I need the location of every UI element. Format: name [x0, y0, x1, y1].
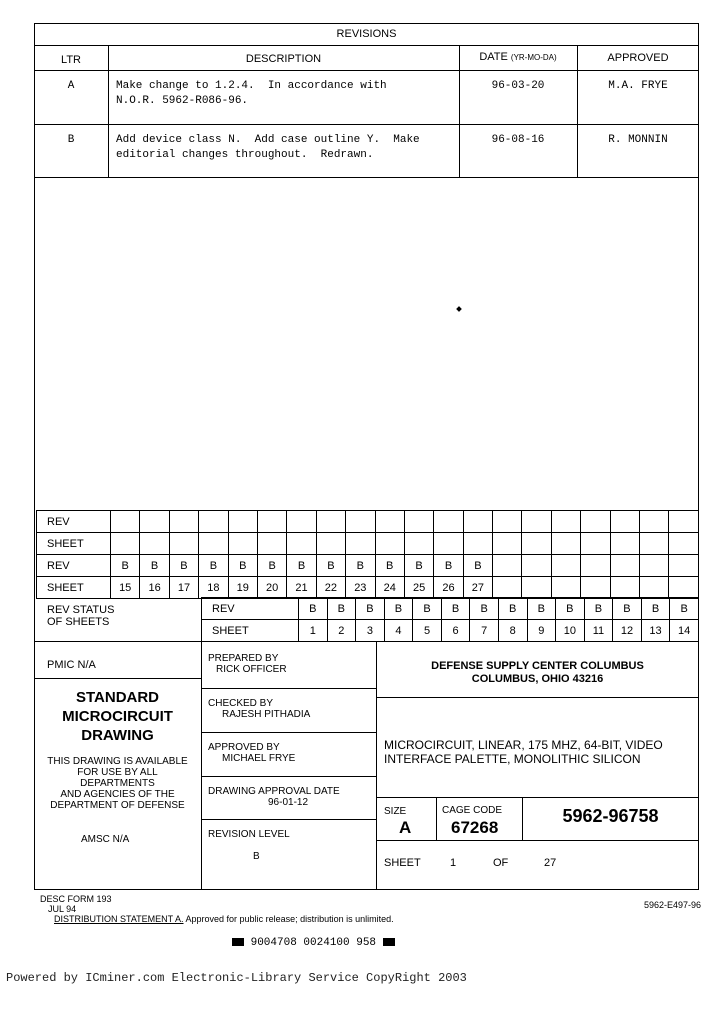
revision-row-a-desc-line1: Make change to 1.2.4. In accordance with	[116, 80, 387, 92]
std-line1: STANDARD	[75, 689, 160, 706]
rev-grid-cell	[257, 511, 286, 533]
rev-status-label	[47, 604, 114, 628]
rev-status-cell: 11	[584, 620, 613, 642]
rev-grid-row	[37, 577, 699, 599]
revisions-title: REVISIONS	[336, 28, 397, 40]
rev-status-grid	[201, 597, 699, 642]
rev-grid-cell: 21	[287, 577, 316, 599]
rev-grid-cell	[316, 533, 345, 555]
rev-status-cell: B	[613, 598, 642, 620]
rev-status-cell: 1	[299, 620, 328, 642]
rev-status-cell: B	[556, 598, 585, 620]
rev-grid-cell	[287, 533, 316, 555]
rev-grid-cell	[640, 577, 669, 599]
rev-status-cell: 2	[327, 620, 356, 642]
rev-grid-cell	[581, 511, 610, 533]
rev-status-cell: B	[441, 598, 470, 620]
rev-grid-cell	[111, 511, 140, 533]
agency-line2: COLUMBUS, OHIO 43216	[471, 673, 604, 685]
std-line2: MICROCIRCUIT	[62, 708, 173, 725]
rev-grid-cell: B	[375, 555, 404, 577]
rev-grid-row	[37, 555, 699, 577]
rev-grid-cell	[669, 577, 699, 599]
rev-grid-cell	[581, 577, 610, 599]
rev-grid-cell: B	[257, 555, 286, 577]
pmic-label: PMIC N/A	[47, 659, 96, 671]
rev-grid-cell	[493, 533, 522, 555]
rev-grid-cell	[640, 533, 669, 555]
rev-grid-cell	[493, 577, 522, 599]
checked-by-name: RAJESH PITHADIA	[222, 709, 311, 720]
rev-status-cell: B	[384, 598, 413, 620]
checked-by	[208, 698, 310, 720]
rev-grid-cell: 20	[257, 577, 286, 599]
rev-status-row	[202, 598, 699, 620]
rev-grid-cell	[551, 511, 580, 533]
rev-grid-cell	[463, 533, 492, 555]
rev-grid-cell: 25	[404, 577, 433, 599]
rev-status-cell: B	[413, 598, 442, 620]
rev-status-cell: 6	[441, 620, 470, 642]
rev-status-label-line1: REV STATUS	[47, 604, 115, 616]
rev-grid-cell: B	[463, 555, 492, 577]
revision-row-b-date: 96-08-16	[491, 134, 545, 146]
rev-status-row-label: REV	[202, 598, 299, 620]
standard-microcircuit-drawing	[34, 688, 201, 745]
rev-grid-cell	[404, 533, 433, 555]
barcode-text: 9004708 0024100 958	[250, 937, 377, 949]
revision-row-a-desc-line2: N.O.R. 5962-R086-96.	[116, 95, 249, 107]
agency-line1: DEFENSE SUPPLY CENTER COLUMBUS	[431, 660, 644, 672]
rev-grid-row-label: REV	[37, 511, 111, 533]
rev-grid-cell	[228, 511, 257, 533]
sheet-label: SHEET	[384, 857, 421, 869]
date-header-label: DATE	[479, 51, 508, 63]
rev-grid-cell: 27	[463, 577, 492, 599]
rev-grid-cell: B	[316, 555, 345, 577]
rev-status-cell: 8	[498, 620, 527, 642]
rev-grid-cell	[610, 577, 639, 599]
rev-status-cell: B	[527, 598, 556, 620]
revision-row-a-date: 96-03-20	[491, 80, 545, 92]
rev-grid-row	[37, 533, 699, 555]
approval-date-label: DRAWING APPROVAL DATE	[208, 786, 340, 797]
rev-grid-cell	[404, 511, 433, 533]
approved-by	[208, 742, 295, 764]
rev-grid-cell: B	[404, 555, 433, 577]
rev-grid-cell: B	[228, 555, 257, 577]
date-header-format: (YR-MO-DA)	[510, 53, 557, 62]
rev-grid-cell	[610, 555, 639, 577]
rev-status-cell: B	[299, 598, 328, 620]
rev-grid-cell: 18	[199, 577, 228, 599]
revision-row-b-desc-line2: editorial changes throughout. Redrawn.	[116, 149, 374, 161]
rev-grid-cell	[111, 533, 140, 555]
description-header: DESCRIPTION	[245, 53, 322, 65]
drawing-title	[384, 738, 663, 766]
rev-status-cell: B	[498, 598, 527, 620]
rev-grid-cell	[434, 511, 463, 533]
revision-row-b-desc-line1: Add device class N. Add case outline Y. Make	[116, 134, 420, 146]
rev-status-cell: B	[327, 598, 356, 620]
rev-grid-cell	[493, 555, 522, 577]
approved-by-name: MICHAEL FRYE	[222, 753, 296, 764]
rev-grid-row-label: SHEET	[37, 533, 111, 555]
rev-status-cell: B	[670, 598, 699, 620]
rev-grid-cell: 24	[375, 577, 404, 599]
desc-form	[40, 894, 112, 914]
avail-line3: DEPARTMENTS	[80, 778, 155, 789]
rev-grid-cell	[140, 511, 169, 533]
prepared-by	[208, 653, 287, 675]
rev-grid-cell	[522, 555, 551, 577]
rev-status-cell: 9	[527, 620, 556, 642]
rev-grid-cell	[640, 555, 669, 577]
revision-row-a-approved: M.A. FRYE	[608, 80, 668, 92]
avail-line1: THIS DRAWING IS AVAILABLE	[47, 756, 188, 767]
rev-status-cell: 5	[413, 620, 442, 642]
rev-status-cell: 12	[613, 620, 642, 642]
rev-grid-cell	[640, 511, 669, 533]
rev-status-label-line2: OF SHEETS	[47, 616, 110, 628]
drawing-number: 5962-96758	[562, 806, 659, 826]
rev-grid-cell	[522, 511, 551, 533]
rev-grid-cell: 19	[228, 577, 257, 599]
ltr-header: LTR	[61, 54, 81, 66]
rev-grid-cell	[287, 511, 316, 533]
size-label: SIZE	[384, 806, 407, 817]
prepared-by-name: RICK OFFICER	[216, 664, 287, 675]
rev-grid-cell: B	[169, 555, 198, 577]
prepared-by-label: PREPARED BY	[208, 653, 279, 664]
rev-grid-cell	[669, 511, 699, 533]
rev-grid-cell: 26	[434, 577, 463, 599]
rev-grid-cell	[610, 533, 639, 555]
rev-grid-cell	[669, 533, 699, 555]
rev-grid-cell	[551, 555, 580, 577]
rev-status-cell: B	[356, 598, 385, 620]
rev-grid-cell	[551, 533, 580, 555]
rev-status-cell: 3	[356, 620, 385, 642]
std-line3: DRAWING	[81, 727, 154, 744]
rev-status-cell: B	[641, 598, 670, 620]
revision-level: B	[253, 851, 260, 862]
cage-code-value: 67268	[451, 818, 499, 837]
rev-grid-cell	[522, 577, 551, 599]
rev-status-cell: B	[584, 598, 613, 620]
rev-status-row	[202, 620, 699, 642]
document-code: 5962-E497-96	[644, 900, 702, 910]
rev-grid-cell: 22	[316, 577, 345, 599]
rev-grid-cell: 23	[346, 577, 375, 599]
distribution-statement	[54, 914, 394, 924]
avail-line4: AND AGENCIES OF THE	[60, 789, 175, 800]
date-header	[459, 51, 577, 63]
distribution-label: DISTRIBUTION STATEMENT A.	[54, 914, 184, 924]
rev-grid-cell	[434, 533, 463, 555]
distribution-text: Approved for public release; distribution is unlimited.	[183, 914, 394, 924]
rev-grid-cell: B	[346, 555, 375, 577]
rev-grid-cell	[522, 533, 551, 555]
avail-line5: DEPARTMENT OF DEFENSE	[50, 800, 185, 811]
rev-grid-cell: 15	[111, 577, 140, 599]
rev-status-cell: 7	[470, 620, 499, 642]
revision-row-b-ltr: B	[67, 134, 75, 146]
rev-grid-row-label: SHEET	[37, 577, 111, 599]
rev-status-cell: B	[470, 598, 499, 620]
rev-grid-cell	[169, 511, 198, 533]
form-line2: JUL 94	[48, 904, 77, 914]
rev-grid-cell	[581, 555, 610, 577]
rev-grid-cell	[257, 533, 286, 555]
rev-grid-cell: B	[199, 555, 228, 577]
rev-grid-cell: 16	[140, 577, 169, 599]
rev-grid-cell	[169, 533, 198, 555]
cage-code-label: CAGE CODE	[442, 805, 503, 816]
approval-date: 96-01-12	[268, 797, 309, 808]
barcode-block-right	[383, 938, 395, 946]
rev-grid-row-label: REV	[37, 555, 111, 577]
agency-name	[376, 660, 699, 686]
rev-grid-cell	[610, 511, 639, 533]
rev-grid-cell	[316, 511, 345, 533]
rev-status-cell: 4	[384, 620, 413, 642]
rev-grid-cell: B	[111, 555, 140, 577]
barcode-line	[232, 937, 395, 949]
approved-header: APPROVED	[607, 52, 669, 64]
rev-grid-cell	[463, 511, 492, 533]
size-value: A	[399, 818, 412, 837]
approved-by-label: APPROVED BY	[208, 742, 280, 753]
rev-grid-cell: B	[434, 555, 463, 577]
rev-grid-cell: 17	[169, 577, 198, 599]
checked-by-label: CHECKED BY	[208, 698, 274, 709]
rev-grid-cell	[199, 511, 228, 533]
title-line2: INTERFACE PALETTE, MONOLITHIC SILICON	[384, 752, 641, 766]
rev-grid-cell	[581, 533, 610, 555]
rev-grid-cell	[551, 577, 580, 599]
form-line1: DESC FORM 193	[40, 894, 112, 904]
rev-grid-row	[37, 511, 699, 533]
rev-grid-cell	[346, 533, 375, 555]
revision-row-a-ltr: A	[67, 80, 75, 92]
barcode-block-left	[232, 938, 244, 946]
sheet-total: 27	[544, 857, 557, 869]
powered-by-footer: Powered by ICminer.com Electronic-Library Service CopyRight 2003	[6, 971, 467, 985]
rev-grid-cell	[493, 511, 522, 533]
rev-status-cell: 14	[670, 620, 699, 642]
amsc-label: AMSC N/A	[81, 834, 130, 845]
rev-grid-cell	[346, 511, 375, 533]
rev-status-cell: 13	[641, 620, 670, 642]
availability-statement	[34, 756, 201, 811]
sheet-number: 1	[450, 857, 457, 869]
rev-status-cell: 10	[556, 620, 585, 642]
title-line1: MICROCIRCUIT, LINEAR, 175 MHZ, 64-BIT, VIDEO	[384, 738, 663, 752]
rev-grid-cell	[669, 555, 699, 577]
revision-row-b-approved: R. MONNIN	[608, 134, 668, 146]
of-label: OF	[493, 857, 509, 869]
revision-continuation-grid	[36, 510, 699, 599]
rev-grid-cell	[140, 533, 169, 555]
avail-line2: FOR USE BY ALL	[77, 767, 158, 778]
rev-status-row-label: SHEET	[202, 620, 299, 642]
revision-level-label: REVISION LEVEL	[208, 829, 290, 840]
rev-grid-cell: B	[287, 555, 316, 577]
rev-grid-cell	[228, 533, 257, 555]
rev-grid-cell	[375, 533, 404, 555]
rev-grid-cell	[199, 533, 228, 555]
rev-grid-cell	[375, 511, 404, 533]
rev-grid-cell: B	[140, 555, 169, 577]
